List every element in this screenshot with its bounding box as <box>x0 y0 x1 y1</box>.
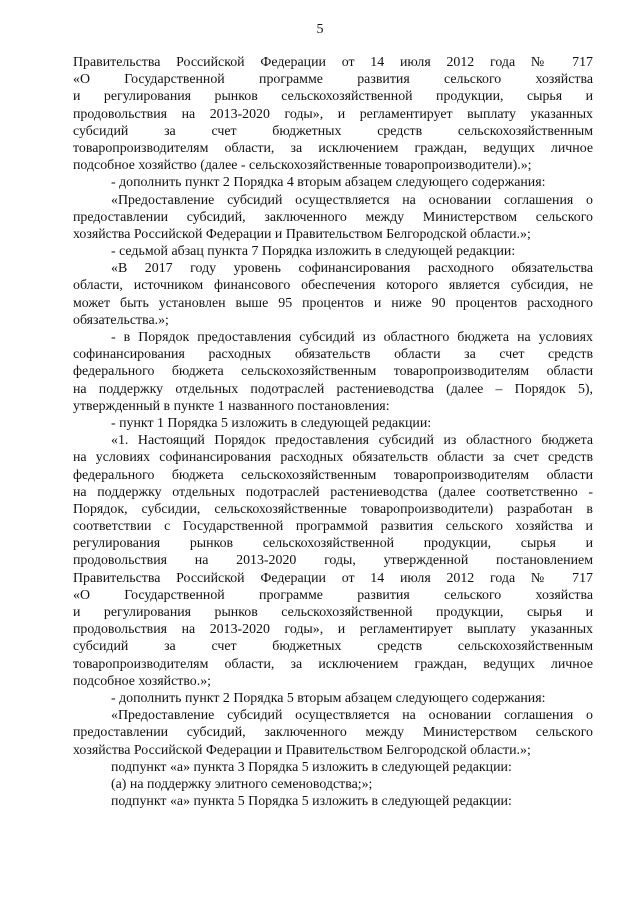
text-line: предоставлении субсидий, заключенного между Министерством сельского <box>73 725 593 741</box>
text-line: продовольствия на 2013-2020 годы, утвержденной постановлением <box>73 553 593 569</box>
text-line: субсидий за счет бюджетных средств сельскохозяйственным <box>73 639 593 655</box>
text-line: хозяйства Российской Федерации и Правительством Белгородской области.»; <box>73 742 531 758</box>
text-line: «1. Настоящий Порядок предоставления субсидий из областного бюджета <box>111 433 593 449</box>
text-line: федерального бюджета сельскохозяйственным товаропроизводителям области <box>73 467 593 483</box>
text-line: «Предоставление субсидий осуществляется на основании соглашения о <box>111 192 593 208</box>
text-line: хозяйства Российской Федерации и Правительством Белгородской области.»; <box>73 226 531 242</box>
text-line: (а) на поддержку элитного семеноводства;»; <box>111 776 373 792</box>
text-line: продовольствия на 2013-2020 годы», и регламентирует выплату указанных <box>73 622 593 638</box>
text-line: и регулирования рынков сельскохозяйственной продукции, сырья и <box>73 89 593 105</box>
text-line: - седьмой абзац пункта 7 Порядка изложить в следующей редакции: <box>111 244 516 260</box>
text-line: предоставлении субсидий, заключенного между Министерством сельского <box>73 209 593 225</box>
text-line: на поддержку отдельных подотраслей растениеводства (далее – Порядок 5), <box>73 381 593 397</box>
text-line: подпункт «а» пункта 3 Порядка 5 изложить в следующей редакции: <box>111 759 512 775</box>
text-line: Правительства Российской Федерации от 14 июля 2012 года № 717 <box>73 570 593 586</box>
text-line: Порядок, субсидии, сельскохозяйственные товаропроизводители) разработан в <box>73 501 593 517</box>
text-line: подсобное хозяйство (далее - сельскохозяйственные товаропроизводители).»; <box>73 158 532 174</box>
text-line: «О Государственной программе развития сельского хозяйства <box>73 587 593 603</box>
text-line: области, источником финансового обеспечения которого является субсидия, не <box>73 278 593 294</box>
text-line: - пункт 1 Порядка 5 изложить в следующей редакции: <box>111 415 432 431</box>
text-line: федерального бюджета сельскохозяйственным товаропроизводителям области <box>73 364 593 380</box>
text-line: и регулирования рынков сельскохозяйственной продукции, сырья и <box>73 605 593 620</box>
text-line: регулирования рынков сельскохозяйственной продукции, сырья и <box>73 536 593 552</box>
text-line: на поддержку отдельных подотраслей растениеводства (далее соответственно - <box>73 484 593 500</box>
text-line: соответствии с Государственной программой развития сельского хозяйства и <box>73 519 593 535</box>
text-line: на условиях софинансирования расходных обязательств области за счет средств <box>73 450 593 466</box>
text-line: «Предоставление субсидий осуществляется на основании соглашения о <box>111 708 593 724</box>
text-line: «В 2017 году уровень софинансирования расходного обязательства <box>111 261 593 277</box>
text-line: подпункт «а» пункта 5 Порядка 5 изложить в следующей редакции: <box>111 794 512 810</box>
text-line: софинансирования расходных обязательств области за счет средств <box>73 347 593 363</box>
text-line: товаропроизводителям области, за исключением граждан, ведущих личное <box>73 656 593 672</box>
text-line: - в Порядок предоставления субсидий из областного бюджета на условиях <box>111 330 593 345</box>
text-line: Правительства Российской Федерации от 14 июля 2012 года № 717 <box>73 55 593 70</box>
text-line: «О Государственной программе развития сельского хозяйства <box>73 72 593 88</box>
text-line: может быть установлен выше 95 процентов и ниже 90 процентов расходного <box>73 295 593 311</box>
text-line: продовольствия на 2013-2020 годы», и регламентирует выплату указанных <box>73 106 593 122</box>
text-line: - дополнить пункт 2 Порядка 5 вторым абзацем следующего содержания: <box>111 690 546 706</box>
text-line: обязательства.»; <box>73 312 169 328</box>
text-line: - дополнить пункт 2 Порядка 4 вторым абзацем следующего содержания: <box>111 175 546 191</box>
page-number: 5 <box>316 22 324 37</box>
text-line: подсобное хозяйство.»; <box>73 673 212 689</box>
text-line: субсидий за счет бюджетных средств сельскохозяйственным <box>73 123 593 139</box>
document-body <box>73 54 593 810</box>
text-line: товаропроизводителям области, за исключением граждан, ведущих личное <box>73 140 593 156</box>
text-line: утвержденный в пункте 1 названного постановления: <box>73 398 390 414</box>
